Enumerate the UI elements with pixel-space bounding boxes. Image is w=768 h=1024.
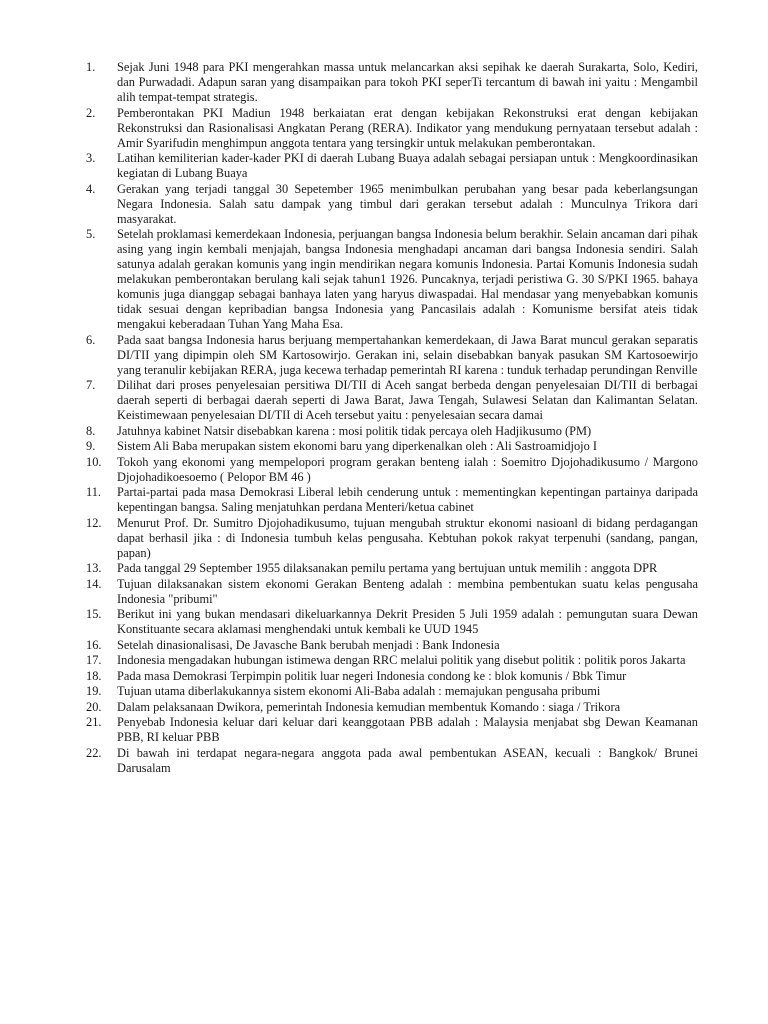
item-number: 10.: [86, 454, 102, 469]
numbered-list: [86, 60, 698, 776]
list-item: [86, 607, 698, 637]
item-text: Dilihat dari proses penyelesaian persitiwa DI/TII di Aceh sangat berbeda dengan penyelesaian DI/TII di berbagai daerah seperti di berbagai daerah seperti di Jawa Barat, Jawa Tengah, Sulawesi Selatan dan Kalimantan Selatan. Keistimewaan penyelesaian DI/TII di Aceh tersebut yaitu : penyelesaian secara damai: [117, 378, 698, 422]
item-text: Menurut Prof. Dr. Sumitro Djojohadikusumo, tujuan mengubah struktur ekonomi nasioanl di bidang perdagangan dapat berhasil jika : di Indonesia tumbuh kelas pengusaha. Kebtuhan pokok rakyat terpenuhi (sandang, pangan, papan): [117, 515, 698, 560]
list-item: [86, 182, 698, 227]
item-text: Latihan kemiliterian kader-kader PKI di daerah Lubang Buaya adalah sebagai persiapan untuk : Mengkoordinasikan kegiatan di Lubang Buaya: [117, 151, 698, 180]
item-text: Setelah dinasionalisasi, De Javasche Bank berubah menjadi : Bank Indonesia: [117, 637, 500, 652]
list-item: [86, 227, 698, 332]
item-number: 7.: [86, 378, 96, 392]
list-item: [86, 653, 698, 668]
item-number: 15.: [86, 607, 102, 621]
item-text: Indonesia mengadakan hubungan istimewa dengan RRC melalui politik yang disebut politik : politik poros Jakarta: [117, 653, 686, 667]
item-number: 16.: [86, 637, 102, 652]
item-text: Pada saat bangsa Indonesia harus berjuang mempertahankan kemerdekaan, di Jawa Barat muncul gerakan separatis DI/TII yang dipimpin oleh SM Kartosowirjo. Gerakan ini, selain disebabkan banyak pasukan SM Kartosoewirjo yang teranulir kebijakan RERA, juga kecewa terhadap pemerintah RI karena : tunduk terhadap perundingan Renville: [117, 332, 698, 377]
item-text: Pemberontakan PKI Madiun 1948 berkaiatan erat dengan kebijakan Rekonstruksi erat dengan kebijakan Rekonstruksi dan Rasionalisasi Angkatan Perang (RERA). Indikator yang mendukung pernyataan tersebut adalah : Amir Syarifudin menghimpun anggota tentara yang tersingkir untuk melakukan pemberontakan.: [117, 105, 698, 150]
item-text: Pada tanggal 29 September 1955 dilaksanakan pemilu pertama yang bertujuan untuk memilih : anggota DPR: [117, 561, 658, 575]
list-item: [86, 577, 698, 607]
item-number: 5.: [86, 227, 96, 241]
item-text: Dalam pelaksanaan Dwikora, pemerintah Indonesia kemudian membentuk Komando : siaga / Trikora: [117, 699, 621, 714]
item-number: 4.: [86, 181, 96, 196]
list-item: [86, 684, 698, 699]
list-item: [86, 715, 698, 745]
item-text: Partai-partai pada masa Demokrasi Liberal lebih cenderung untuk : mementingkan kepentingan partainya daripada kepentingan bangsa. Saling menjatuhkan perdana Menteri/ketua cabinet: [117, 485, 698, 514]
list-item: [86, 378, 698, 423]
item-number: 13.: [86, 561, 102, 575]
list-item: [86, 669, 698, 684]
item-number: 21.: [86, 715, 102, 729]
item-text: Di bawah ini terdapat negara-negara anggota pada awal pembentukan ASEAN, kecuali : Bangkok/ Brunei Darusalam: [117, 745, 698, 775]
list-item: [86, 151, 698, 181]
item-text: Tujuan utama diberlakukannya sistem ekonomi Ali-Baba adalah : memajukan pengusaha pribumi: [117, 684, 601, 698]
item-text: Berikut ini yang bukan mendasari dikeluarkannya Dekrit Presiden 5 Juli 1959 adalah : pemungutan suara Dewan Konstituante secara aklamasi menghendaki untuk kembali ke UUD 1945: [117, 607, 698, 636]
item-text: Penyebab Indonesia keluar dari keluar dari keanggotaan PBB adalah : Malaysia menjabat sbg Dewan Keamanan PBB, RI keluar PBB: [117, 715, 698, 744]
item-number: 19.: [86, 684, 102, 698]
item-text: Sistem Ali Baba merupakan sistem ekonomi baru yang diperkenalkan oleh : Ali Sastroamidjojo I: [117, 439, 598, 453]
list-item: [86, 638, 698, 653]
list-item: [86, 439, 698, 454]
item-number: 20.: [86, 699, 102, 714]
list-item: [86, 60, 698, 105]
list-item: [86, 106, 698, 151]
item-text: Tujuan dilaksanakan sistem ekonomi Gerakan Benteng adalah : membina pembentukan suatu kelas pengusaha Indonesia "pribumi": [117, 576, 698, 606]
item-number: 8.: [86, 423, 96, 438]
list-item: [86, 746, 698, 776]
item-number: 22.: [86, 745, 102, 760]
item-number: 6.: [86, 332, 96, 347]
item-text: Pada masa Demokrasi Terpimpin politik luar negeri Indonesia condong ke : blok komunis / Bbk Timur: [117, 668, 627, 683]
item-number: 18.: [86, 668, 102, 683]
item-number: 2.: [86, 105, 96, 120]
item-text: Tokoh yang ekonomi yang mempelopori program gerakan benteng ialah : Soemitro Djojohadikusumo / Margono Djojohadikoesoemo ( Pelopor BM 46 ): [117, 454, 698, 484]
item-number: 17.: [86, 653, 102, 667]
list-item: [86, 516, 698, 561]
list-item: [86, 333, 698, 378]
list-item: [86, 700, 698, 715]
list-item: [86, 561, 698, 576]
item-text: Jatuhnya kabinet Natsir disebabkan karena : mosi politik tidak percaya oleh Hadjikusumo (PM): [117, 423, 592, 438]
list-item: [86, 485, 698, 515]
item-text: Gerakan yang terjadi tanggal 30 Sepetember 1965 menimbulkan perubahan yang besar pada keberlangsungan Negara Indonesia. Salah satu dampak yang timbul dari gerakan tersebut adalah : Munculnya Trikora dari masyarakat.: [117, 181, 698, 226]
list-item: [86, 455, 698, 485]
list-item: [86, 424, 698, 439]
item-number: 3.: [86, 151, 96, 165]
item-number: 12.: [86, 515, 102, 530]
item-number: 1.: [86, 60, 96, 74]
item-text: Sejak Juni 1948 para PKI mengerahkan massa untuk melancarkan aksi sepihak ke daerah Surakarta, Solo, Kediri, dan Purwadadi. Adapun saran yang disampaikan para tokoh PKI seperTi tercantum di bawah ini yaitu : Mengambil alih tempat-tempat strategis.: [117, 60, 698, 104]
item-number: 11.: [86, 485, 102, 499]
item-text: Setelah proklamasi kemerdekaan Indonesia, perjuangan bangsa Indonesia belum berakhir. Selain ancaman dari pihak asing yang ingin kembali menjajah, bangsa Indonesia menghadapi ancaman dari bangsa Indonesia sendiri. Salah satunya adalah gerakan komunis yang ingin mendirikan negara komunis Indonesia. Partai Komunis Indonesia sudah melakukan pemberontakan berulang kali sejak tahun1 1926. Puncaknya, terjadi peristiwa G. 30 S/PKI 1965. bahaya komunis juga dianggap sebagai banhaya laten yang haryus diwaspadai. Hal mendasar yang menyebabkan komunis tidak sesuai dengan kepribadian bangsa Indonesia yang Pancasilais adalah : Komunisme bersifat ateis tidak mengakui keberadaan Tuhan Yang Maha Esa.: [117, 227, 698, 331]
item-number: 14.: [86, 576, 102, 591]
item-number: 9.: [86, 439, 96, 453]
